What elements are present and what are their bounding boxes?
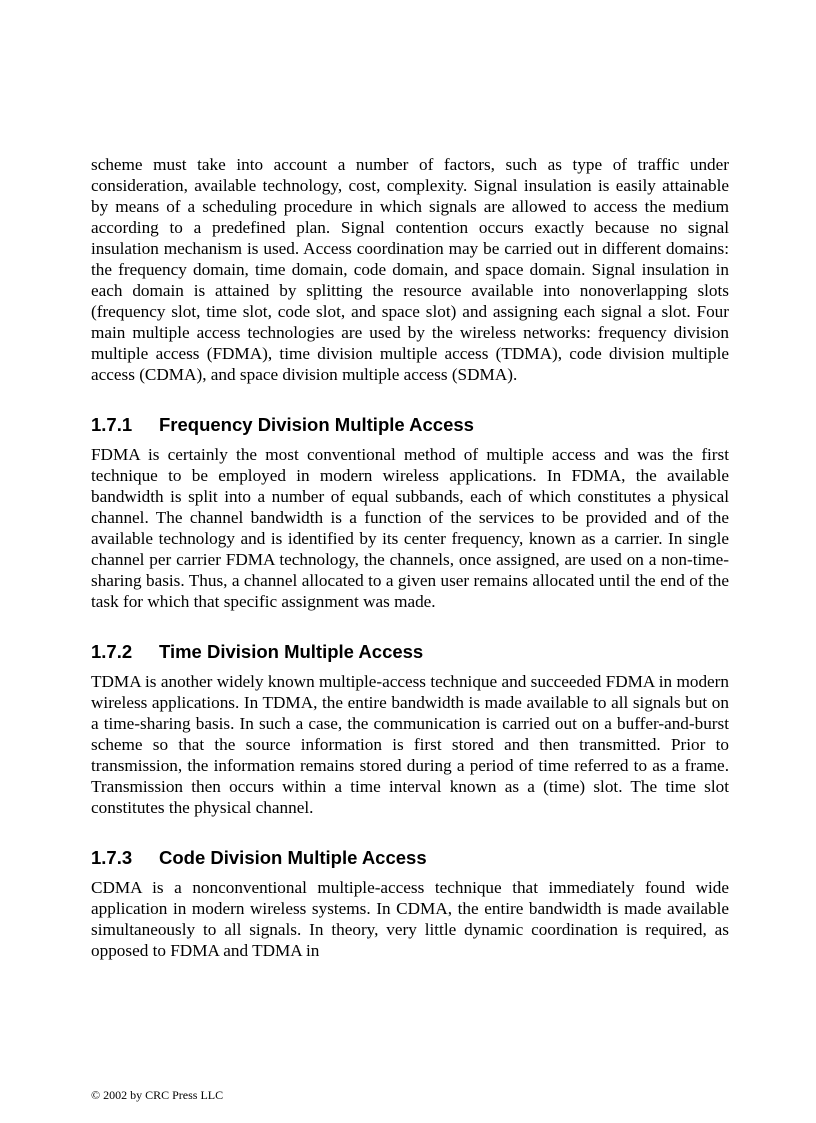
section-body: FDMA is certainly the most conventional method of multiple access and was the first technique to be employed in modern wireless applications. In FDMA, the available bandwidth is split into a number of equal subbands, each of which constitutes a physical channel. The channel bandwidth is a function of the services to be provided and of the available technology and is identified by its center frequency, known as a carrier. In single channel per carrier FDMA technology, the channels, once assigned, are used on a non-time-sharing basis. Thus, a channel allocated to a given user remains allocated until the end of the task for which that specific assignment was made.	[91, 445, 729, 611]
section-body: TDMA is another widely known multiple-access technique and succeeded FDMA in modern wireless applications. In TDMA, the entire bandwidth is made available to all signals but on a time-sharing basis. In such a case, the communication is carried out on a buffer-and-burst scheme so that the source information is first stored and then transmitted. Prior to transmission, the information remains stored during a period of time referred to as a frame. Transmission then occurs within a time interval known as a (time) slot. The time slot constitutes the physical channel.	[91, 672, 729, 817]
copyright-footer: © 2002 by CRC Press LLC	[91, 1088, 224, 1102]
section-heading	[91, 413, 729, 437]
section-fdma	[91, 413, 729, 612]
page-content	[91, 154, 729, 961]
section-heading	[91, 640, 729, 664]
section-tdma	[91, 640, 729, 818]
section-body: CDMA is a nonconventional multiple-access technique that immediately found wide application in modern wireless systems. In CDMA, the entire bandwidth is made available simultaneously to all signals. In theory, very little dynamic coordination is required, as opposed to FDMA and TDMA in	[91, 878, 729, 960]
section-title: Code Division Multiple Access	[159, 847, 427, 868]
section-cdma	[91, 846, 729, 961]
section-title: Frequency Division Multiple Access	[159, 414, 474, 435]
section-number: 1.7.2	[91, 641, 133, 662]
section-title: Time Division Multiple Access	[159, 641, 424, 662]
section-heading	[91, 846, 729, 870]
intro-paragraph: scheme must take into account a number of factors, such as type of traffic under consideration, available technology, cost, complexity. Signal insulation is easily attainable by means of a scheduling procedure in which signals are allowed to access the medium according to a predefined plan. Signal contention occurs exactly because no signal insulation mechanism is used. Access coordination may be carried out in different domains: the frequency domain, time domain, code domain, and space domain. Signal insulation in each domain is attained by splitting the resource available into nonoverlapping slots (frequency slot, time slot, code slot, and space slot) and assigning each signal a slot. Four main multiple access technologies are used by the wireless networks: frequency division multiple access (FDMA), time division multiple access (TDMA), code division multiple access (CDMA), and space division multiple access (SDMA).	[91, 155, 729, 384]
section-number: 1.7.3	[91, 847, 133, 868]
section-number: 1.7.1	[91, 414, 133, 435]
